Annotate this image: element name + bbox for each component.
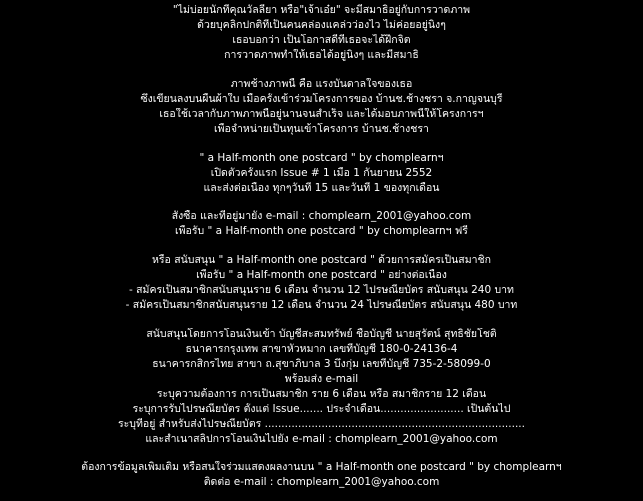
story-line-1: ภาพช้างภาพนี้ คือ แรงบันดาลใจของเธอ: [230, 78, 413, 90]
membership-line-2: เพื่อรับ " a Half-month one postcard " อย่างต่อเนื่อง: [196, 269, 447, 281]
project-line-1: " a Half-month one postcard " by chomplearnฯ: [199, 152, 444, 164]
membership-option-12-months: - สมัครเป็นสมาชิกสนับสนุนราย 12 เดือน จำนวน 24 ไปรษณียบัตร สนับสนุน 480 บาท: [125, 299, 518, 311]
payment-line-specify-address: ระบุที่อยู่ สำหรับส่งไปรษณียบัตร ..............................................................................: [118, 418, 525, 430]
membership-line-1: หรือ สนับสนุน " a Half-month one postcard " ด้วยการสมัครเป็นสมาชิก: [151, 254, 492, 266]
payment-line-specify-issue: ระบุการรับไปรษณียบัตร ตั้งแต่ Issue....... ประจำเดือน......................... เป็นต้นไป: [132, 403, 511, 415]
story-line-2: ซึ่งเขียนลงบนผืนผ้าใบ เมื่อครั้งเข้าร่วมโครงการของ บ้านช.ช้างชรา จ.กาญจนบุรี: [140, 93, 503, 105]
intro-line-4: การวาดภาพทำให้เธอได้อยู่นิ่งๆ และมีสมาธิ: [224, 49, 419, 61]
intro-line-2: ด้วยบุคลิกปกติที่เป็นคนคล่องแคล่วว่องไว ไม่ค่อยอยู่นิ่งๆ: [197, 19, 446, 31]
payment-line-specify-membership: ระบุความต้องการ การเป็นสมาชิก ราย 6 เดือน หรือ สมาชิกราย 12 เดือน: [156, 388, 487, 400]
payment-line-kasikorn-bank: ธนาคารกสิกรไทย สาขา ถ.สุขาภิบาล 3 บึงกุ่ม เลขที่บัญชี 735-2-58099-0: [152, 358, 491, 370]
order-line-2: เพื่อรับ " a Half-month one postcard " by chomplearnฯ ฟรี: [175, 225, 468, 237]
story-line-4: เพื่อจำหน่ายเป็นทุนเข้าโครงการ บ้านช.ช้างชรา: [214, 123, 429, 135]
payment-line-slip-email: และสำเนาสลิปการโอนเงินไปยัง e-mail : chomplearn_2001@yahoo.com: [145, 433, 498, 445]
payment-line-account: สนับสนุนโดยการโอนเงินเข้า บัญชีสะสมทรัพย์ ชื่อบัญชี นายสุรัตน์ สุทธิชัยโชติ: [146, 328, 497, 340]
contact-line-2: ติดต่อ e-mail : chomplearn_2001@yahoo.com: [203, 476, 440, 488]
story-line-3: เธอใช้เวลากับภาพภาพนี้อยู่นานจนสำเร็จ และได้มอบภาพนี้ให้โครงการฯ: [159, 108, 484, 120]
payment-line-bangkok-bank: ธนาคารกรุงเทพ สาขาหัวหมาก เลขที่บัญชี 180-0-24136-4: [185, 343, 458, 355]
contact-line-1: ต้องการข้อมูลเพิ่มเติม หรือสนใจร่วมแสดงผลงานบน " a Half-month one postcard " by chomplearnฯ: [81, 461, 562, 473]
project-line-3: และส่งต่อเนื่อง ทุกๆวันที่ 15 และวันที่ 1 ของทุกเดือน: [203, 182, 440, 194]
intro-line-3: เธอบอกว่า เป็นโอกาสดีที่เธอจะได้ฝึกจิต: [232, 34, 411, 46]
order-line-1: สั่งซื้อ และที่อยู่มายัง e-mail : chomplearn_2001@yahoo.com: [171, 210, 472, 222]
payment-line-send-email: พร้อมส่ง e-mail: [284, 373, 359, 385]
project-line-2: เปิดตัวครั้งแรก Issue # 1 เมื่อ 1 กันยายน 2552: [210, 167, 433, 179]
membership-option-6-months: - สมัครเป็นสมาชิกสนับสนุนราย 6 เดือน จำนวน 12 ไปรษณียบัตร สนับสนุน 240 บาท: [129, 284, 514, 296]
intro-line-1: "ไม่บ่อยนักที่คุณวัลลียา หรือ"เจ้าเอ๋ย" จะมีสมาธิอยู่กับการวาดภาพ: [172, 4, 471, 16]
